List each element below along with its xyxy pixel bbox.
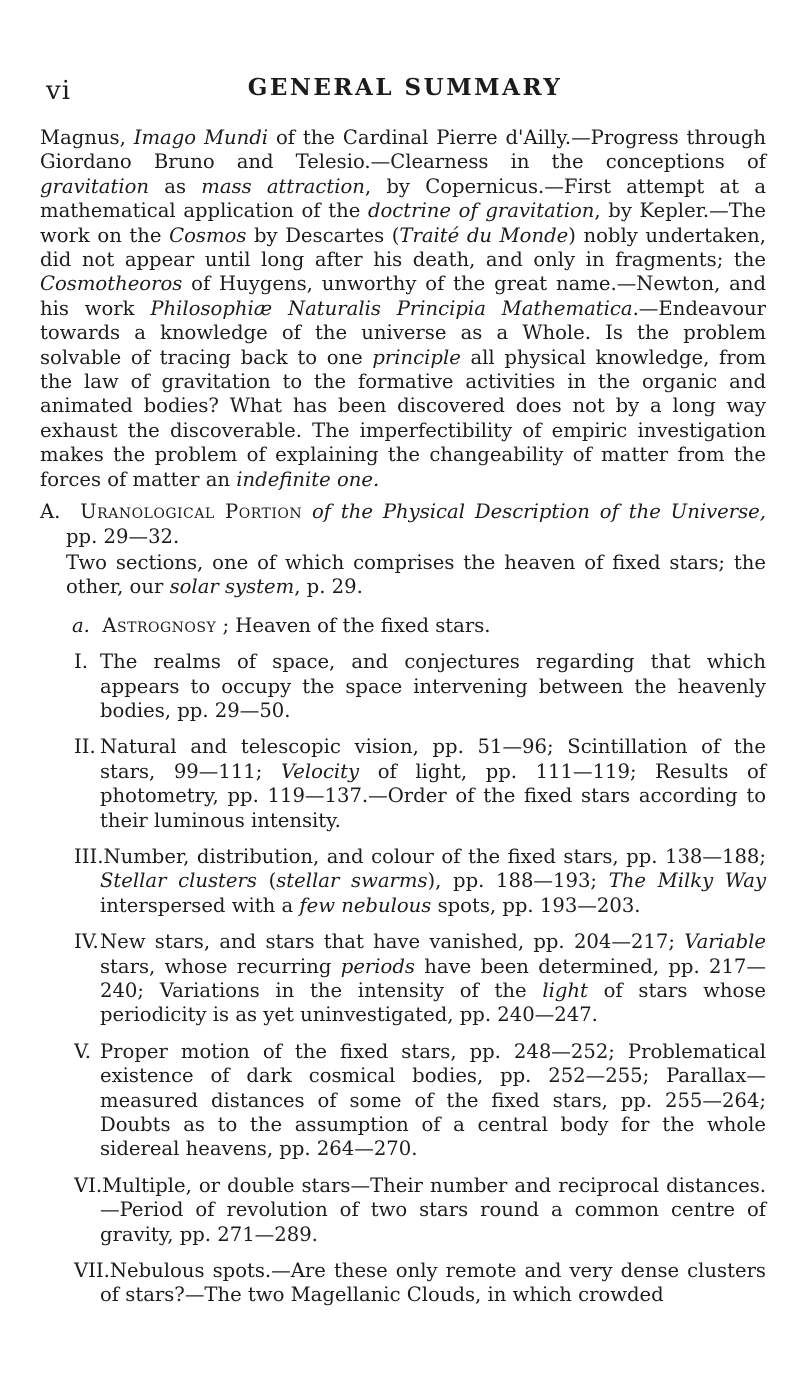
list-item: V. Proper motion of the fixed stars, pp. 248—252; Problematical existence of dark cosmical bodies, pp. 252—255; Parallax—measured distances of some of the fixed stars, pp. 255—264; Doubts as to the assumption of a central body for the whole sidereal heavens, pp. 264—270.	[74, 1039, 766, 1161]
intro-paragraph: Magnus, Imago Mundi of the Cardinal Pierre d'Ailly.—Progress through Giordano Bruno and Telesio.—Clearness in the conceptions of gravitation as mass attraction, by Copernicus.—First attempt at a mathematical application of the doctrine of gravitation, by Kepler.—The work on the Cosmos by Descartes (Traité du Monde) nobly undertaken, did not appear until long after his death, and only in fragments; the Cosmotheoros of Huygens, unworthy of the great name.—Newton, and his work Philosophiæ Naturalis Principia Mathematica.—Endeavour towards a knowledge of the universe as a Whole. Is the problem solvable of tracing back to one principle all physical knowledge, from the law of gravitation to the formative activities in the organic and animated bodies? What has been discovered does not by a long way exhaust the discoverable. The imperfectibility of empiric investigation makes the problem of explaining the changeability of matter from the forces of matter an indefinite one.	[40, 126, 766, 491]
subsection-a-heading: a. Astrognosy ; Heaven of the fixed stars.	[72, 613, 491, 637]
list-item: IV.New stars, and stars that have vanished, pp. 204—217; Variable stars, whose recurring periods have been determined, pp. 217—240; Variations in the intensity of the light of stars whose periodicity is as yet uninvestigated, pp. 240—247.	[74, 930, 766, 1027]
page-content	[40, 126, 766, 1308]
page-header	[46, 0, 764, 106]
list-item: I. The realms of space, and conjectures regarding that which appears to occupy the space intervening between the heavenly bodies, pp. 29—50.	[74, 650, 766, 722]
section-a-description: Two sections, one of which comprises the heaven of fixed stars; the other, our solar system, p. 29.	[66, 550, 766, 599]
list-item: VII.Nebulous spots.—Are these only remote and very dense clusters of stars?—The two Magellanic Clouds, in which crowded	[74, 1259, 766, 1307]
list-item: II. Natural and telescopic vision, pp. 51—96; Scintillation of the stars, 99—111; Velocity of light, pp. 111—119; Results of photometry, pp. 119—137.—Order of the fixed stars according to their luminous intensity.	[74, 735, 766, 832]
page-number: vi	[46, 76, 72, 106]
list-item: VI.Multiple, or double stars—Their number and reciprocal distances.—Period of revolution of two stars round a common centre of gravity, pp. 271—289.	[74, 1173, 766, 1246]
section-a-heading: A. Uranological Portion of the Physical Description of the Universe, pp. 29—32.	[40, 500, 766, 548]
list-item: III.Number, distribution, and colour of the fixed stars, pp. 138—188; Stellar clusters (stellar swarms), pp. 188—193; The Milky Way interspersed with a few nebulous spots, pp. 193—203.	[74, 844, 767, 917]
running-title: GENERAL SUMMARY	[247, 74, 563, 101]
